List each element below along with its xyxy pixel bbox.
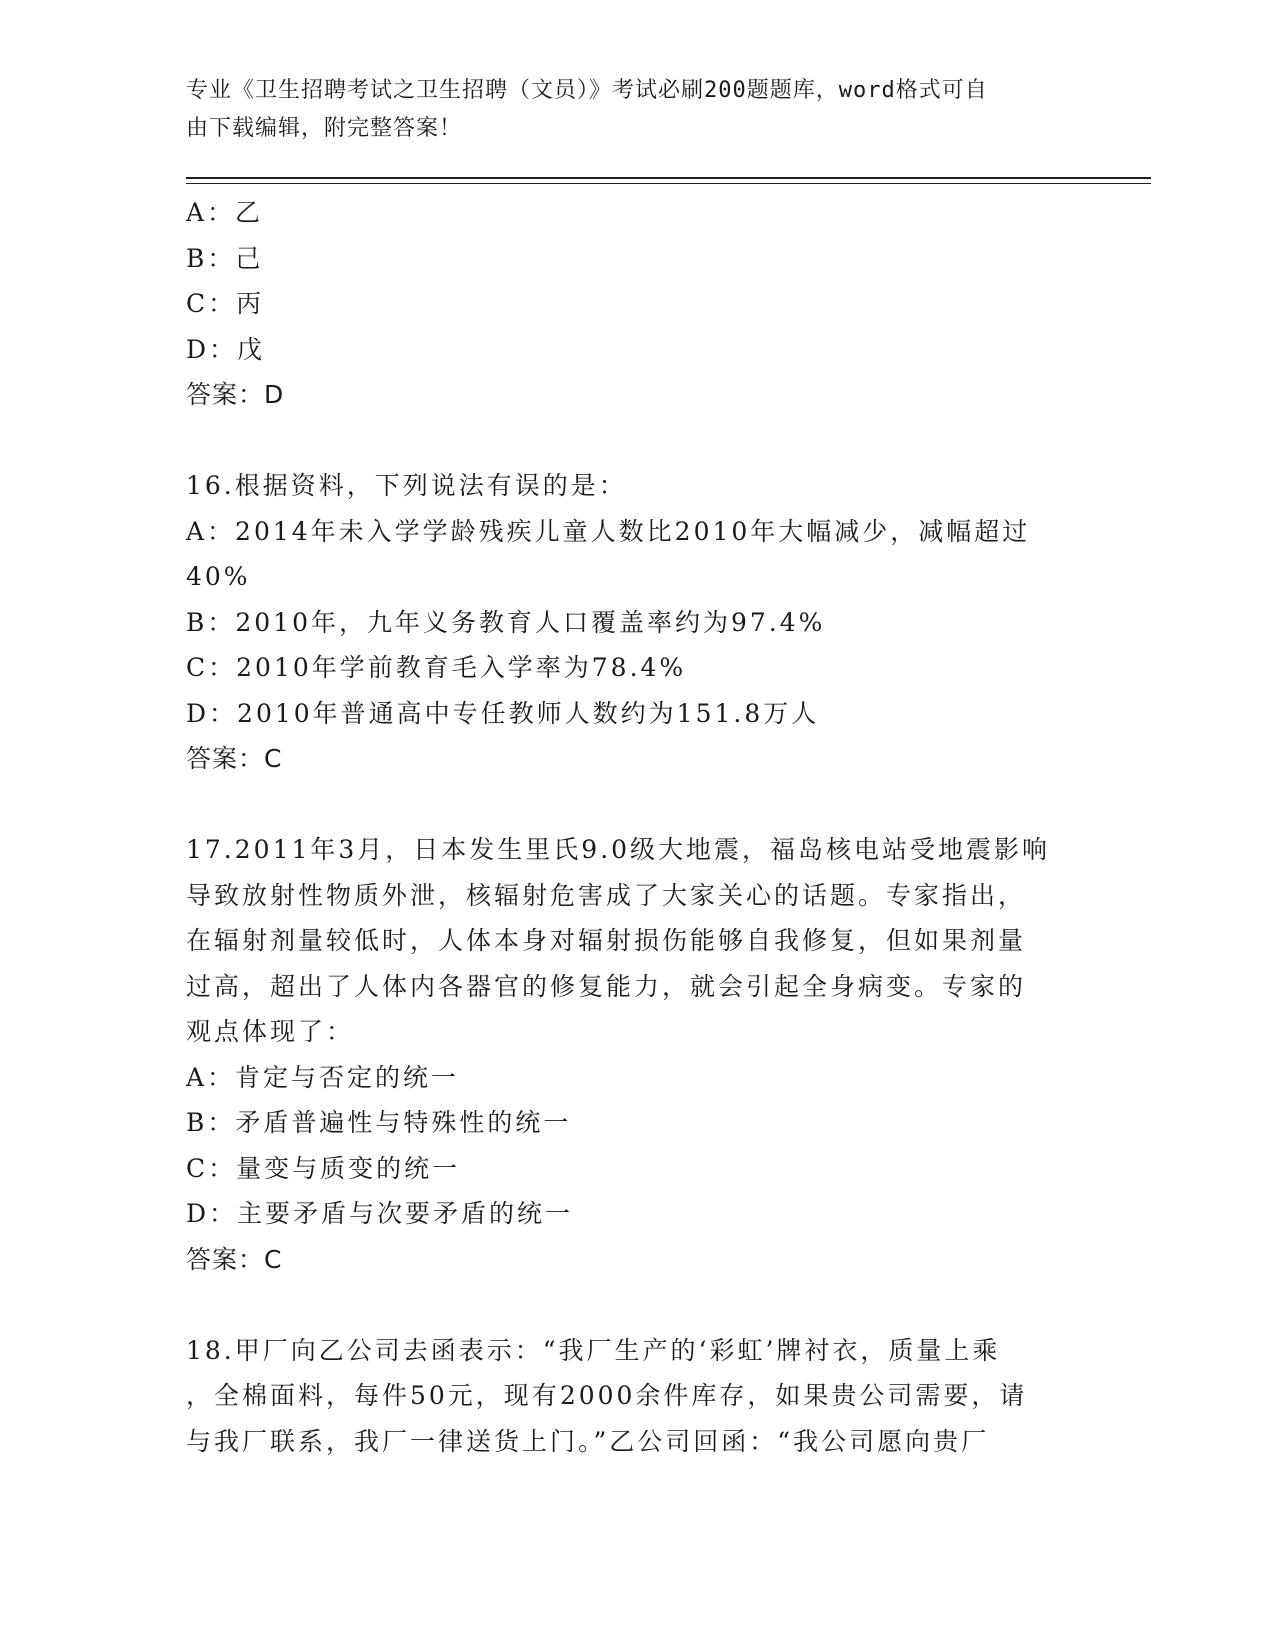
spacer [186,418,1086,464]
question-stem-line: 过高，超出了人体内各器官的修复能力，就会引起全身病变。专家的 [186,971,1027,1001]
question-stem-line: 导致放射性物质外泄，核辐射危害成了大家关心的话题。专家指出， [186,880,1027,910]
document-header [186,72,1086,148]
option-a-line-1: A：2014年未入学学龄残疾儿童人数比2010年大幅减少，减幅超过 [186,516,1031,546]
question-15 [186,190,1086,418]
option-d: D：2010年普通高中专任教师人数约为151.8万人 [186,698,820,728]
option-d: D：主要矛盾与次要矛盾的统一 [186,1199,574,1228]
question-stem: 16.根据资料，下列说法有误的是： [186,471,627,500]
option-b: B：矛盾普遍性与特殊性的统一 [186,1108,572,1137]
header-rule-thick [186,177,1151,179]
option-a-line-2: 40% [186,562,251,591]
header-line-1: 专业《卫生招聘考试之卫生招聘（文员）》考试必刷200题题库，word格式可自 [186,78,988,103]
option-a: A：肯定与否定的统一 [186,1062,460,1092]
answer: 答案：C [186,1244,283,1274]
header-rule-thin [186,183,1151,184]
document-body [186,190,1086,1464]
question-stem-line: 与我厂联系，我厂一律送货上门。”乙公司回函：“我公司愿向贵厂 [186,1426,990,1456]
option-a: A：乙 [186,198,264,227]
question-16 [186,463,1086,782]
option-c: C：丙 [186,289,265,318]
question-17 [186,827,1086,1282]
header-line-2: 由下载编辑，附完整答案！ [186,116,463,141]
option-b: B：己 [186,243,264,273]
question-stem-line: 观点体现了： [186,1017,355,1046]
question-stem-line: 17.2011年3月，日本发生里氏9.0级大地震，福岛核电站受地震影响 [186,835,1051,864]
answer: 答案：D [186,380,285,409]
answer: 答案：C [186,744,283,773]
option-c: C：量变与质变的统一 [186,1153,461,1183]
spacer [186,1282,1086,1328]
option-b: B：2010年，九年义务教育人口覆盖率约为97.4% [186,607,826,637]
question-stem-line: 18.甲厂向乙公司去函表示：“我厂生产的‘彩虹’牌衬衣，质量上乘 [186,1335,1001,1365]
spacer [186,782,1086,828]
question-stem-line: 在辐射剂量较低时，人体本身对辐射损伤能够自我修复，但如果剂量 [186,926,1027,955]
option-c: C：2010年学前教育毛入学率为78.4% [186,653,687,682]
question-stem-line: ，全棉面料，每件50元，现有2000余件库存，如果贵公司需要，请 [186,1381,1028,1410]
option-d: D：戊 [186,334,266,364]
question-18 [186,1328,1086,1465]
